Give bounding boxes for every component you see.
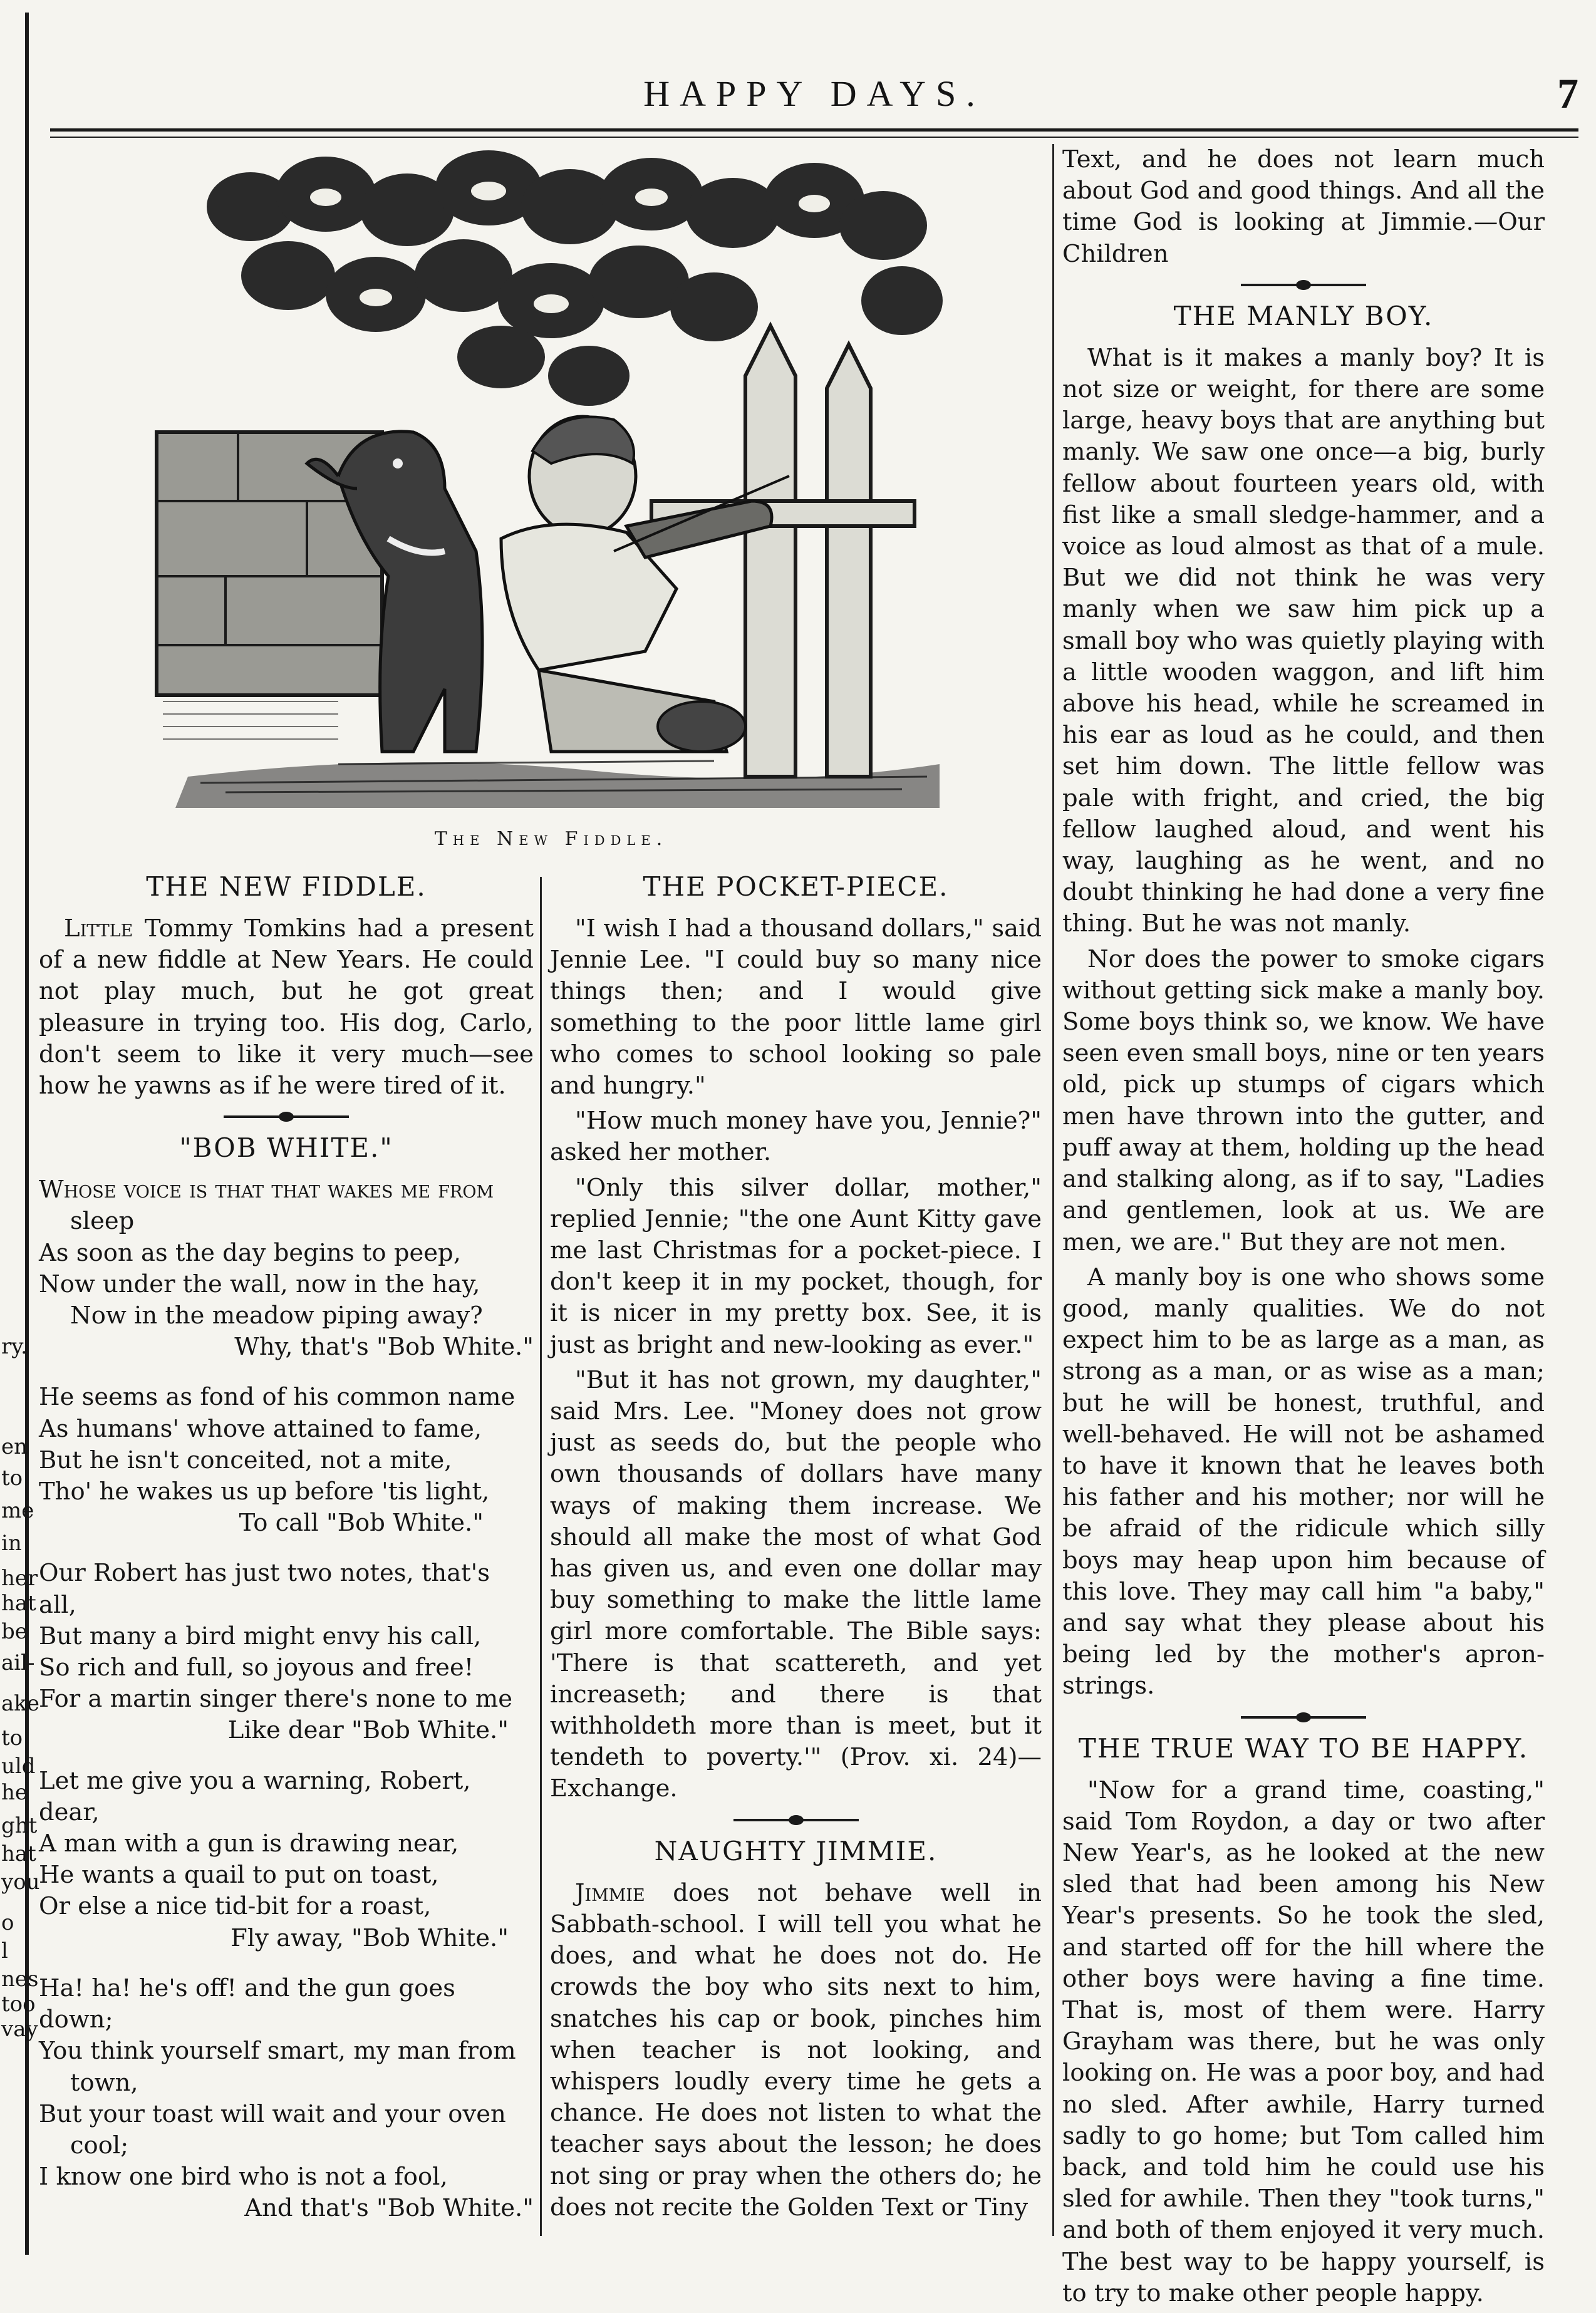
- margin-frag: you: [1, 1870, 40, 1895]
- true-way-paragraph: "Now for a grand time, coasting," said Tom Roydon, a day or two after New Year's, as he looked at the new sled that had been among his New Year's presents. So he took the sled, and started off for the hill where the other boys were having a fine time. That is, most of them were. Harry Grayham was there, but he was only looking on. He was a poor boy, and had no sled. After awhile, Harry turned sadly to go home; but Tom called him back, and told him he could use his sled for awhile. Then they "took turns," and both of them enjoyed it very much. The best way to be happy yourself, is to try to make other people happy.: [1062, 1776, 1545, 2307]
- pocket-piece-paragraph: "Only this silver dollar, mother," replied Jennie; "the one Aunt Kitty gave me last Christmas for a pocket-piece. I don't keep it in my pocket, though, for it is nicer in my pretty box. See, it is just as bright and new-looking as ever.": [550, 1173, 1042, 1359]
- poem-refrain: To call "Bob White.": [239, 1509, 484, 1538]
- margin-frag: nes: [1, 1967, 39, 1992]
- column-1: [39, 864, 534, 2243]
- column-3: [1062, 144, 1545, 2313]
- margin-frag: l: [1, 1938, 8, 1964]
- margin-frag: her: [1, 1566, 38, 1591]
- poem-stanza: [39, 1973, 534, 2225]
- margin-frag: to: [1, 1466, 23, 1491]
- bob-white-heading: "BOB WHITE.": [179, 1132, 393, 1164]
- poem-line: As humans' whove attained to fame,: [39, 1414, 482, 1443]
- poem-line: Ha! ha! he's off! and the gun goes down;: [39, 1974, 455, 2034]
- margin-frag: hat: [1, 1841, 36, 1866]
- margin-frag: o: [1, 1910, 14, 1935]
- column-2: [550, 864, 1042, 2227]
- manly-boy-paragraph: What is it makes a manly boy? It is not size or weight, for there are some large, heavy boys that are anything but manly. We saw one once—a big, burly fellow about fourteen years old, with fist like a small sledge-hammer, and a voice as loud almost as that of a mule. But we did not think he was very manly when we saw him pick up a small boy who was quietly playing with a little wooden waggon, and lift him above his head, while he screamed in his ear as loud as he could, and then set him down. The little fellow was pale with fright, and cried, the big fellow laughed aloud, and went his way, laughing as he went, and no doubt thinking he had done a very fine thing. But he was not manly.: [1062, 343, 1545, 938]
- margin-frag: be: [1, 1619, 28, 1644]
- poem-line: But many a bird might envy his call,: [39, 1622, 482, 1650]
- margin-frag: uld: [1, 1754, 36, 1779]
- new-fiddle-engraving: [150, 150, 952, 808]
- poem-stanza: [39, 1558, 534, 1746]
- bob-white-poem: [39, 1174, 534, 2224]
- poem-refrain: Like dear "Bob White.": [227, 1716, 509, 1745]
- poem-stanza: [39, 1382, 534, 1539]
- section-separator: [224, 1115, 349, 1118]
- pocket-piece-heading: THE POCKET-PIECE.: [643, 871, 949, 902]
- pocket-piece-paragraph: "How much money have you, Jennie?" asked her mother.: [550, 1107, 1042, 1167]
- margin-frag: ake: [1, 1691, 39, 1716]
- poem-line: Tho' he wakes us up before 'tis light,: [39, 1477, 490, 1506]
- poem-line: cool;: [70, 2131, 129, 2160]
- poem-line: Our Robert has just two notes, that's all,: [39, 1559, 490, 1619]
- poem-refrain: Fly away, "Bob White.": [231, 1923, 509, 1952]
- poem-line: You think yourself smart, my man from: [39, 2037, 516, 2066]
- binding-line: [25, 13, 29, 2255]
- margin-frag: hat: [1, 1591, 36, 1616]
- poem-line: I know one bird who is not a fool,: [39, 2163, 448, 2191]
- poem-stanza: [39, 1766, 534, 1954]
- poem-line: He seems as fond of his common name: [39, 1383, 516, 1412]
- poem-stanza: [39, 1174, 534, 1363]
- section-separator: [1241, 1716, 1366, 1719]
- new-fiddle-heading: THE NEW FIDDLE.: [146, 871, 427, 902]
- margin-frag: to: [1, 1726, 23, 1751]
- illustration-caption: The New Fiddle.: [434, 828, 668, 850]
- header-rule: [50, 128, 1578, 132]
- poem-line: Or else a nice tid-bit for a roast,: [39, 1892, 432, 1921]
- vine-leaves: [207, 150, 943, 406]
- illustration: [150, 150, 952, 808]
- naughty-jimmie-body: [550, 1878, 1042, 2223]
- poem-line: Let me give you a warning, Robert, dear,: [39, 1766, 471, 1826]
- new-fiddle-lead: Little: [64, 914, 133, 943]
- poem-line: town,: [70, 2068, 138, 2097]
- margin-frag: en: [1, 1434, 28, 1459]
- naughty-jimmie-heading: NAUGHTY JIMMIE.: [654, 1835, 938, 1866]
- poem-line: He wants a quail to put on toast,: [39, 1861, 439, 1890]
- new-fiddle-text: Tommy Tomkins had a present of a new fiddle at New Years. He could not play much, but he got great pleasure in trying too. His dog, Carlo, don't seem to like it very much—see how he yawns as if he were tired of it.: [39, 914, 534, 1100]
- naughty-jimmie-lead: Jimmie: [575, 1878, 645, 1907]
- poem-line: A man with a gun is drawing near,: [39, 1829, 459, 1858]
- running-header: [50, 69, 1578, 125]
- margin-frag: in: [1, 1531, 22, 1556]
- pocket-piece-paragraph: "But it has not grown, my daughter," said Mrs. Lee. "Money does not grow just as seeds do, but the people who own thousands of dollars have many ways of making them increase. We should all make the most of what God has given us, and even one dollar may buy something to make the little lame girl more comfortable. The Bible says: 'There is that scattereth, and yet increaseth; and there is that withholdeth more than is meet, but it tendeth to poverty.'" (Prov. xi. 24)—Exchange.: [550, 1365, 1042, 1803]
- poem-line: As soon as the day begins to peep,: [39, 1238, 461, 1267]
- pocket-piece-paragraph: "I wish I had a thousand dollars," said Jennie Lee. "I could buy so many nice things then; and I would give something to the poor little lame girl who comes to school looking so pale and hungry.": [550, 914, 1042, 1100]
- poem-line: But your toast will wait and your oven: [39, 2099, 506, 2128]
- poem-line: sleep: [70, 1207, 135, 1236]
- poem-line: So rich and full, so joyous and free!: [39, 1653, 474, 1682]
- manly-boy-paragraph: A manly boy is one who shows some good, manly qualities. We do not expect him to be as large as a man, as strong as a man, or as wise as a man; but he will be honest, truthful, and well-behaved. He will not be ashamed to have it known that he leaves both his father and his mother; nor will he be afraid of the ridicule which silly boys may heap upon him because of this love. They may call him "a baby," and say what they please about his being led by the mother's apron-strings.: [1062, 1263, 1545, 1700]
- jimmie-continuation: Text, and he does not learn much about God and good things. And all the time God is looking at Jimmie.—Our Children: [1062, 145, 1545, 268]
- poem-line: Whose voice is that that wakes me from: [39, 1176, 494, 1204]
- column-divider: [1052, 144, 1054, 2236]
- margin-frag: ght: [1, 1813, 38, 1838]
- naughty-jimmie-text: does not behave well in Sabbath-school. I will tell you what he does, and what he does not do. He crowds the boy who sits next to him, snatches his cap or book, pinches him when teacher is not looking, and whispers loudly every time he gets a chance. He does not listen to what the teacher says about the lesson; he does not sing or pray when the others do; he does not recite the Golden Text or Tiny: [550, 1878, 1042, 2222]
- true-way-heading: THE TRUE WAY TO BE HAPPY.: [1078, 1732, 1529, 1764]
- poem-line: But he isn't conceited, not a mite,: [39, 1446, 452, 1474]
- page-number: 7: [1557, 70, 1578, 117]
- margin-frag: too: [1, 1992, 36, 2017]
- manly-boy-paragraph: Nor does the power to smoke cigars without getting sick make a manly boy. Some boys think so, we know. We have seen even small boys, nine or ten years old, pick up stumps of cigars which men have thrown into the gutter, and puff away at them, holding up the head and stalking along, as if to say, "Ladies and gentlemen, look at us. We are men, we are." But they are not men.: [1062, 944, 1545, 1256]
- poem-refrain: And that's "Bob White.": [244, 2194, 534, 2223]
- poem-refrain: Why, that's "Bob White.": [234, 1333, 534, 1362]
- poem-line: For a martin singer there's none to me: [39, 1685, 513, 1714]
- column-divider: [540, 877, 542, 2236]
- margin-frag: me: [1, 1498, 34, 1523]
- section-separator: [1241, 284, 1366, 286]
- new-fiddle-body: [39, 913, 534, 1102]
- manly-boy-heading: THE MANLY BOY.: [1173, 300, 1434, 331]
- poem-line: Now in the meadow piping away?: [70, 1301, 483, 1330]
- page-title: HAPPY DAYS.: [643, 73, 985, 114]
- margin-frag: ry.: [1, 1334, 28, 1359]
- margin-frag: ail-: [1, 1650, 35, 1675]
- margin-frag: he: [1, 1780, 28, 1805]
- margin-frag: vay: [1, 2017, 38, 2042]
- section-separator: [733, 1819, 859, 1821]
- poem-line: Now under the wall, now in the hay,: [39, 1270, 480, 1298]
- header-rule-thin: [50, 137, 1578, 138]
